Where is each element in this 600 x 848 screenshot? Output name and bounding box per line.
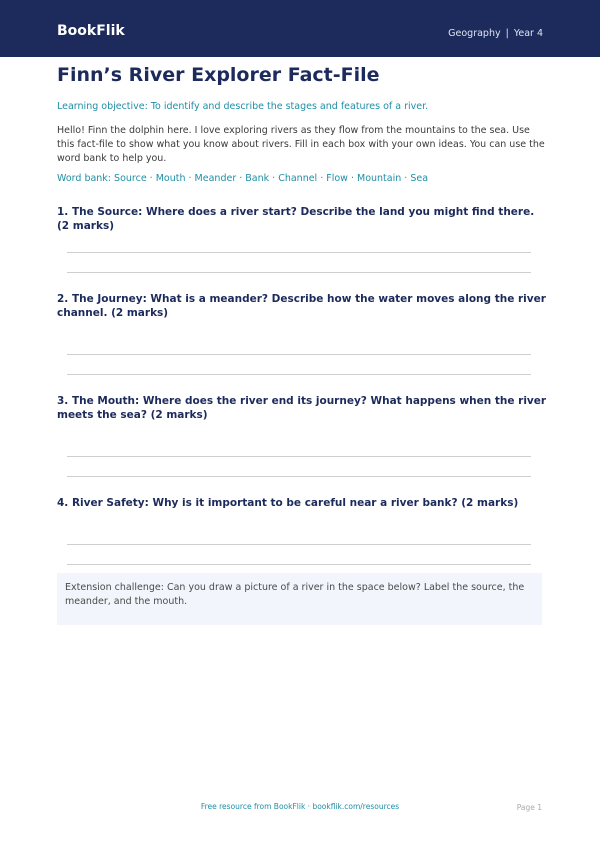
learning-objective: Learning objective: To identify and describe the stages and features of a river. (57, 101, 429, 112)
intro-text: Hello! Finn the dolphin here. I love exploring rivers as they flow from the mountains to the sea. Use this fact-file to show what you know about rivers. Fill in each box with your own ideas. You can use the word bank to help you. (57, 125, 545, 164)
answer-line-2b[interactable] (67, 374, 531, 375)
answer-line-3a[interactable] (67, 456, 531, 457)
meta-separator: | (505, 28, 509, 39)
answer-line-1a[interactable] (67, 252, 531, 253)
page-number: Page 1 (516, 803, 542, 812)
question-2: 2. The Journey: What is a meander? Describe how the water moves along the river channel. (2 marks) (57, 293, 546, 319)
question-4: 4. River Safety: Why is it important to be careful near a river bank? (2 marks) (57, 497, 519, 509)
answer-line-4a[interactable] (67, 544, 531, 545)
question-3: 3. The Mouth: Where does the river end its journey? What happens when the river meets the sea? (2 marks) (57, 395, 547, 421)
extension-text: Extension challenge: Can you draw a picture of a river in the space below? Label the source, the meander, and the mouth. (65, 582, 525, 607)
extension-box (57, 573, 542, 625)
answer-line-3b[interactable] (67, 476, 531, 477)
year-label: Year 4 (513, 28, 543, 39)
question-1: 1. The Source: Where does a river start? Describe the land you might find there. (2 marks) (57, 206, 535, 232)
answer-line-1b[interactable] (67, 272, 531, 273)
answer-line-4b[interactable] (67, 564, 531, 565)
brand-logo: BookFlik (57, 23, 125, 39)
answer-line-2a[interactable] (67, 354, 531, 355)
page-header (0, 0, 600, 57)
word-bank: Word bank: Source · Mouth · Meander · Bank · Channel · Flow · Mountain · Sea (57, 173, 429, 184)
page-title: Finn’s River Explorer Fact-File (57, 64, 380, 86)
footer-text: Free resource from BookFlik · bookflik.com/resources (200, 802, 400, 811)
subject-label: Geography (448, 28, 501, 39)
subject-year (448, 28, 543, 39)
